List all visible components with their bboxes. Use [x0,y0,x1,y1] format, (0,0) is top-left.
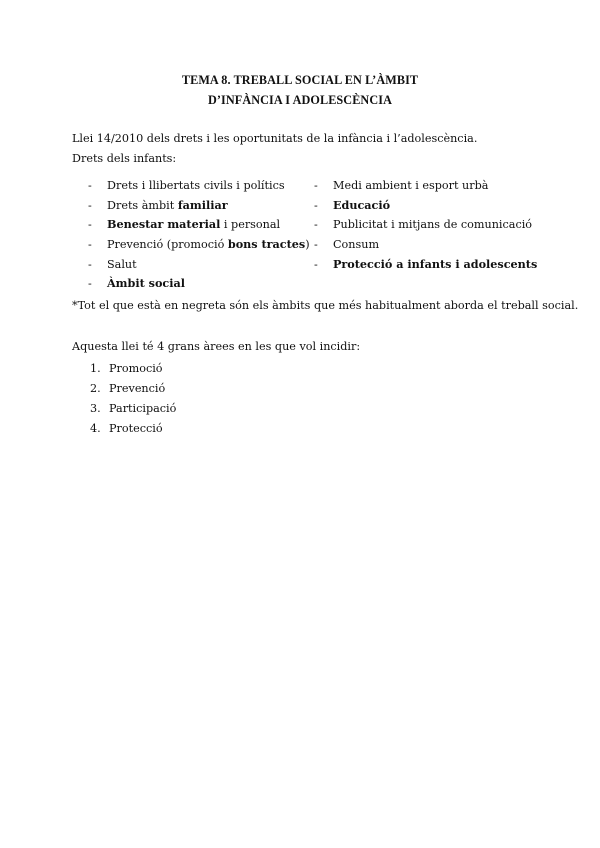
list-item-text: Prevenció (promoció bons tractes) [107,237,310,252]
bullet-dash: - [88,198,92,212]
list-item-text: Salut [107,257,137,271]
bullet-dash: - [88,238,92,252]
document-title-line-1: TEMA 8. TREBALL SOCIAL EN L’ÀMBIT [181,73,419,87]
list-item-text: Participació [109,402,177,415]
list-number: 3. [90,402,101,415]
list-item-text: Protecció [109,422,163,435]
document-title-line-2: D’INFÀNCIA I ADOLESCÈNCIA [208,93,392,107]
bullet-dash: - [88,257,92,271]
list-item-text: Publicitat i mitjans de comunicació [333,218,533,232]
list-item-text: Consum [333,238,380,252]
bullet-dash: - [314,257,318,271]
list-item-text: Drets i llibertats civils i polítics [107,179,285,192]
list-number: 1. [90,362,101,375]
bullet-dash: - [314,238,318,252]
bold-note: *Tot el que està en negreta són els àmbits que més habitualment aborda el treball social. [72,299,579,312]
list-item-text: Benestar material i personal [107,217,281,232]
list-number: 4. [90,422,101,435]
law-reference: Llei 14/2010 dels drets i les oportunitats de la infància i l’adolescència. [72,132,478,145]
bullet-dash: - [314,198,318,212]
list-item-text: Educació [333,197,391,212]
bullet-dash: - [88,218,92,232]
bullet-dash: - [88,277,92,291]
rights-label: Drets dels infants: [72,152,177,165]
bullet-dash: - [314,218,318,232]
list-item-text: Promoció [109,362,163,375]
bullet-dash: - [314,179,318,192]
list-item-text: Drets àmbit familiar [107,197,228,212]
list-item-text: Prevenció [109,382,166,395]
list-item-text: Àmbit social [107,276,185,291]
list-item-text: Medi ambient i esport urbà [333,179,489,192]
list-number: 2. [90,382,101,395]
areas-intro: Aquesta llei té 4 grans àrees en les que vol incidir: [72,340,361,353]
bullet-dash: - [88,179,92,192]
list-item-text: Protecció a infants i adolescents [333,256,538,271]
